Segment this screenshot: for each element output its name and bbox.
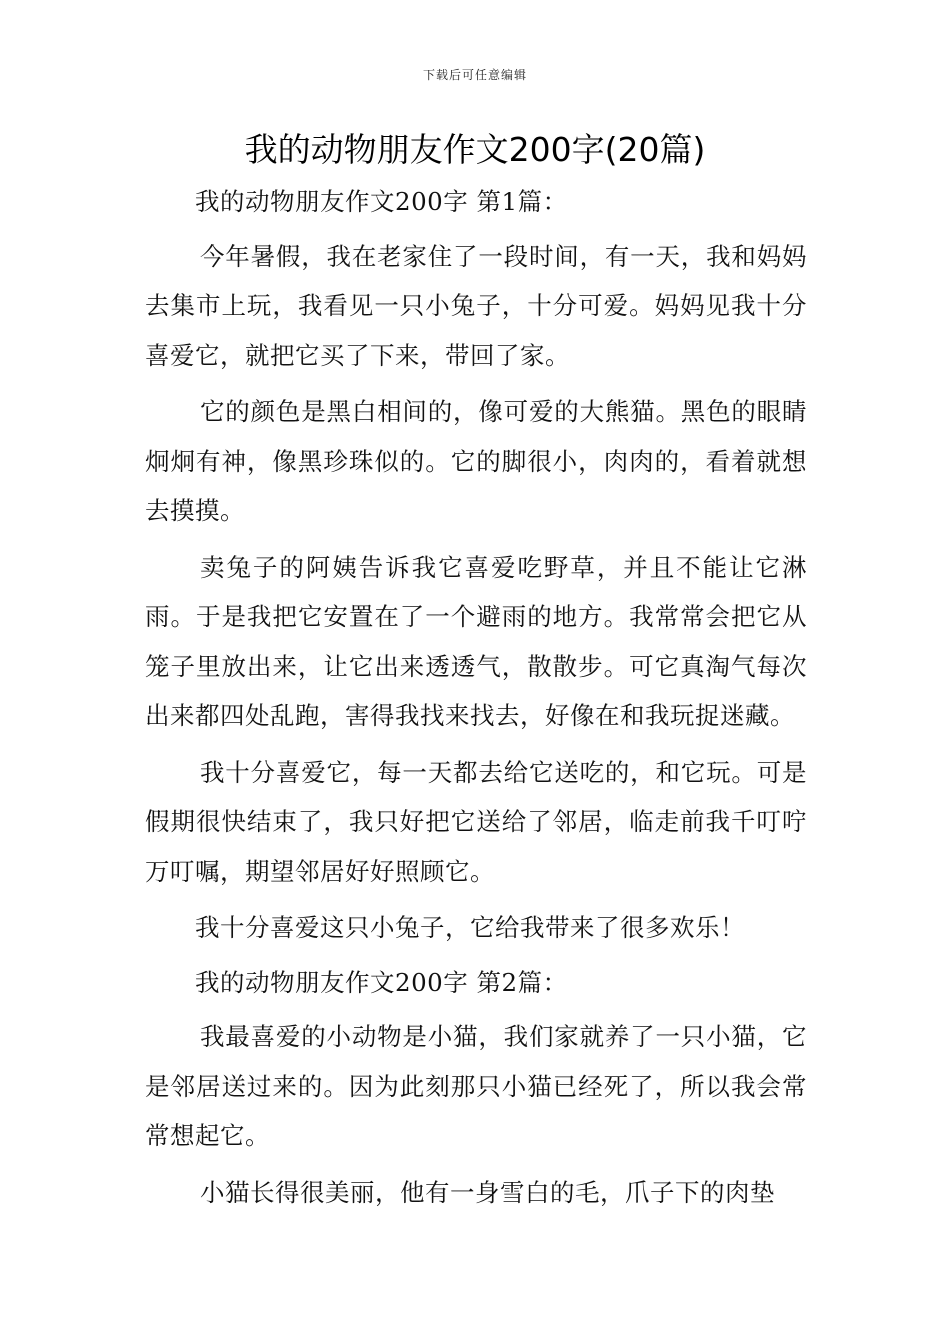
paragraph: 今年暑假，我在老家住了一段时间，有一天，我和妈妈去集市上玩，我看见一只小兔子，十分可爱。妈妈见我十分喜爱它，就把它买了下来，带回了家。 (145, 241, 807, 370)
paragraph: 我十分喜爱它，每一天都去给它送吃的，和它玩。可是假期很快结束了，我只好把它送给了邻居，临走前我千叮咛万叮嘱，期望邻居好好照顾它。 (145, 757, 807, 886)
paragraph: 卖兔子的阿姨告诉我它喜爱吃野草，并且不能让它淋雨。于是我把它安置在了一个避雨的地方。我常常会把它从笼子里放出来，让它出来透透气，散散步。可它真淘气每次出来都四处乱跑，害得我找来找去，好像在和我玩捉迷藏。 (145, 552, 807, 730)
section-heading-2: 我的动物朋友作文200字 第2篇： (195, 967, 568, 997)
paragraph: 小猫长得很美丽，他有一身雪白的毛，爪子下的肉垫 (200, 1177, 775, 1207)
paragraph: 我最喜爱的小动物是小猫，我们家就养了一只小猫，它是邻居送过来的。因为此刻那只小猫已经死了，所以我会常常想起它。 (145, 1022, 807, 1150)
paragraph: 它的颜色是黑白相间的，像可爱的大熊猫。黑色的眼睛炯炯有神，像黑珍珠似的。它的脚很小，肉肉的，看着就想去摸摸。 (145, 397, 807, 525)
paragraph: 我十分喜爱这只小兔子，它给我带来了很多欢乐！ (195, 913, 745, 942)
section-heading-1: 我的动物朋友作文200字 第1篇： (195, 187, 568, 216)
page-header-note: 下载后可任意编辑 (422, 68, 527, 82)
document-title: 我的动物朋友作文200字(20篇) (244, 130, 706, 169)
document-body (145, 177, 807, 1217)
